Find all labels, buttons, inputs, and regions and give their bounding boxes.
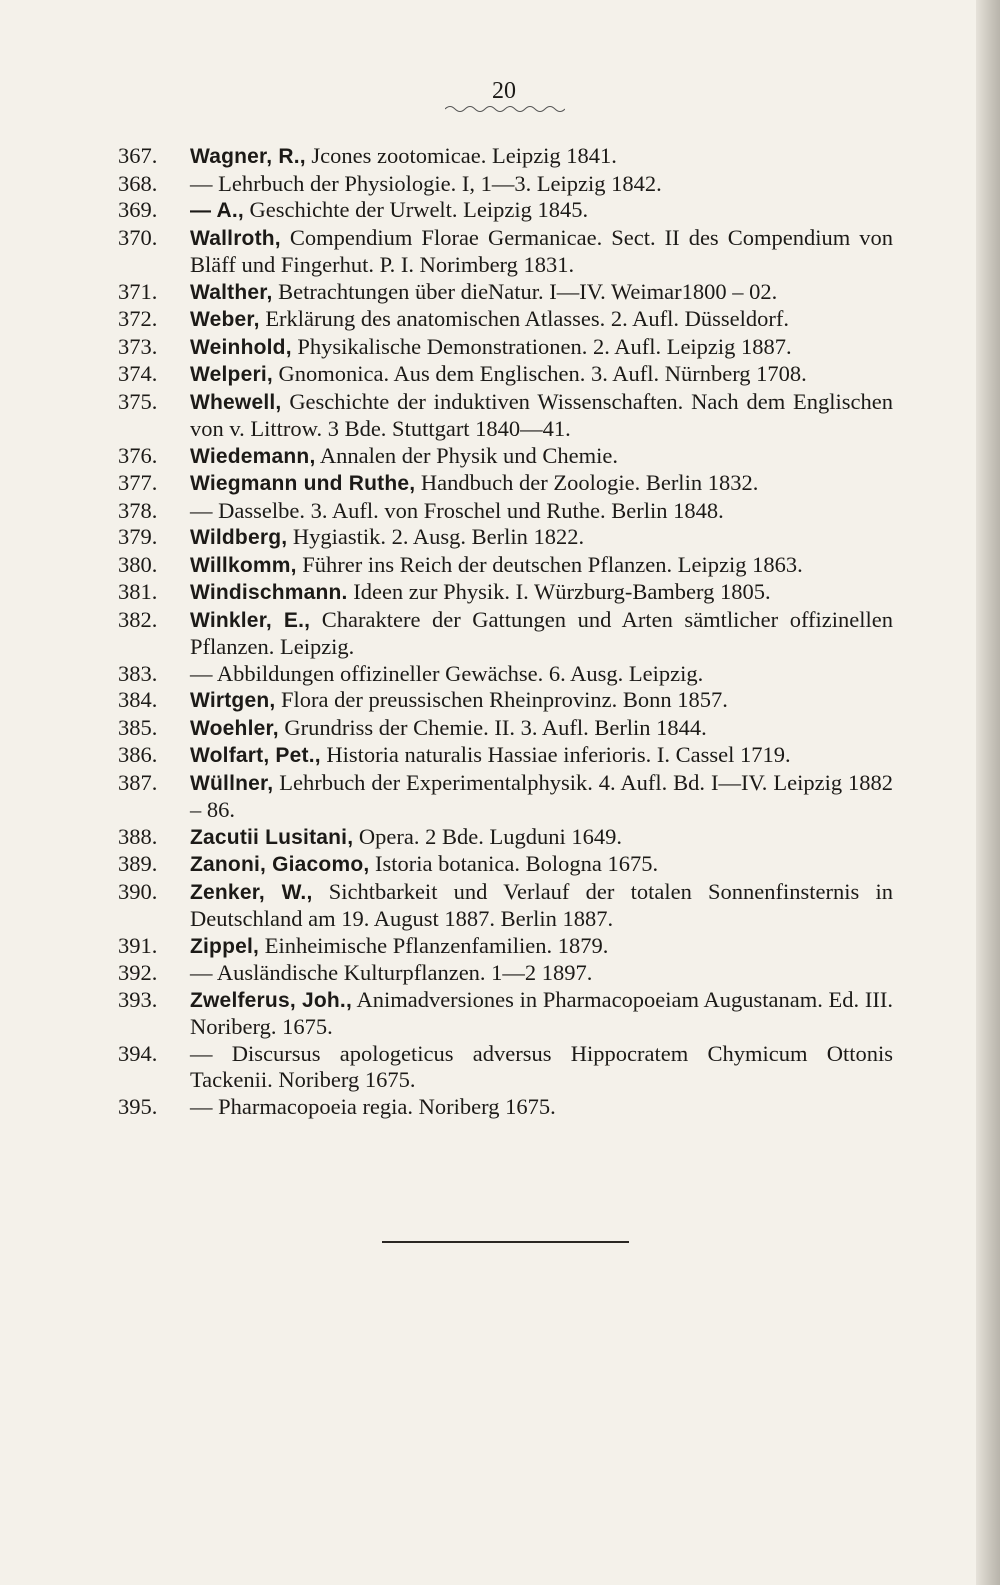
entry-author: Wallroth, <box>190 226 281 250</box>
bibliography-entry <box>118 715 893 743</box>
entry-text: — Lehrbuch der Physiologie. I, 1—3. Leipzig 1842. <box>190 170 662 196</box>
entry-text: Compendium Florae Germanicae. Sect. II des Compendium von Bläff und Fingerhut. P. I. Norimberg 1831. <box>190 224 894 277</box>
entry-number: 372. <box>118 306 158 331</box>
bibliography-entry <box>118 824 893 852</box>
bibliography-entry <box>118 443 893 471</box>
entry-number: 395. <box>118 1093 158 1119</box>
entry-number: 379. <box>118 524 158 549</box>
entry-number: 381. <box>118 579 158 604</box>
entry-body <box>190 607 893 661</box>
bibliography-entry <box>118 389 893 443</box>
entry-number: 384. <box>118 687 158 712</box>
entry-body <box>190 579 893 607</box>
entry-number: 368. <box>118 170 158 196</box>
bibliography-entry <box>118 334 893 362</box>
bibliography-entry <box>118 361 893 389</box>
entry-text: Annalen der Physik und Chemie. <box>319 442 618 468</box>
entry-body <box>190 960 893 987</box>
entry-number: 377. <box>118 470 158 495</box>
entry-body <box>190 361 893 389</box>
entry-number: 383. <box>118 660 158 686</box>
entry-author: Wiegmann und Ruthe, <box>190 472 416 495</box>
entry-body <box>190 661 893 688</box>
entry-text: Lehrbuch der Experimentalphysik. 4. Aufl. Bd. I—IV. Leipzig 1882 – 86. <box>190 769 893 822</box>
bibliography-entry <box>118 552 893 580</box>
entry-body <box>190 197 893 225</box>
entry-text: Führer ins Reich der deutschen Pflanzen. Leipzig 1863. <box>302 551 803 577</box>
entry-number: 375. <box>118 388 158 414</box>
bibliography-entry <box>118 851 893 879</box>
bibliography-entry <box>118 960 893 987</box>
bibliography-entry <box>118 770 893 824</box>
entry-author: Zanoni, Giacomo, <box>190 853 370 876</box>
entry-text: — Dasselbe. 3. Aufl. von Froschel und Ruthe. Berlin 1848. <box>190 497 724 523</box>
bibliography-entry <box>118 1094 893 1121</box>
entry-body <box>190 933 893 961</box>
entry-number: 378. <box>118 497 158 523</box>
entry-body <box>190 851 893 879</box>
entry-author: Wagner, R., <box>190 145 306 168</box>
bibliography-entry <box>118 524 893 552</box>
entry-body <box>190 171 893 198</box>
entry-text: Sichtbarkeit und Verlauf der totalen Sonnenfinsternis in Deutschland am 19. August 1887. Berlin 1887. <box>190 878 893 931</box>
bibliography-entry <box>118 225 893 279</box>
entry-author: Windischmann. <box>190 581 348 604</box>
entry-author: Weber, <box>190 308 260 331</box>
entry-text: Hygiastik. 2. Ausg. Berlin 1822. <box>292 524 585 549</box>
entry-body <box>190 742 893 770</box>
entry-text: Grundriss der Chemie. II. 3. Aufl. Berlin 1844. <box>284 714 707 740</box>
section-end-rule <box>382 1241 629 1243</box>
bibliography-entry <box>118 987 893 1041</box>
entry-text: Ideen zur Physik. I. Würzburg-Bamberg 1805. <box>353 579 771 604</box>
entry-text: Jcones zootomicae. Leipzig 1841. <box>311 143 617 168</box>
bibliography-entry <box>118 879 893 933</box>
entry-number: 376. <box>118 442 158 468</box>
entry-body <box>190 143 893 171</box>
entry-text: Gnomonica. Aus dem Englischen. 3. Aufl. Nürnberg 1708. <box>278 361 807 386</box>
entry-body <box>190 687 893 715</box>
entry-number: 385. <box>118 714 158 740</box>
entry-body <box>190 443 893 471</box>
bibliography-entry <box>118 171 893 198</box>
entry-number: 382. <box>118 606 158 632</box>
entry-body <box>190 524 893 552</box>
entry-number: 369. <box>118 197 158 222</box>
bibliography-entry <box>118 607 893 661</box>
entry-body <box>190 279 893 307</box>
bibliography-entry <box>118 197 893 225</box>
entry-author: Wirtgen, <box>190 689 276 712</box>
entry-number: 380. <box>118 551 158 577</box>
entry-author: Woehler, <box>190 716 279 740</box>
entry-author: Wildberg, <box>190 526 288 549</box>
entry-text: Historia naturalis Hassiae inferioris. I. Cassel 1719. <box>326 742 791 767</box>
entry-body <box>190 715 893 743</box>
entry-text: Charaktere der Gattungen und Arten sämtlicher offizinellen Pflanzen. Leipzig. <box>190 606 894 659</box>
entry-text: Flora der preussischen Rheinprovinz. Bonn 1857. <box>281 687 728 712</box>
entry-text: Opera. 2 Bde. Lugduni 1649. <box>358 823 622 849</box>
entry-author: Willkomm, <box>190 553 297 577</box>
entry-body <box>190 824 893 852</box>
entry-text: Handbuch der Zoologie. Berlin 1832. <box>420 470 759 495</box>
entry-number: 391. <box>118 932 158 958</box>
entry-number: 392. <box>118 960 158 985</box>
entry-body <box>190 1094 893 1121</box>
entry-author: Zwelferus, Joh., <box>190 988 352 1012</box>
bibliography-entry <box>118 279 893 307</box>
entry-text: — Pharmacopoeia regia. Noriberg 1675. <box>190 1093 556 1119</box>
entry-author: Whewell, <box>190 390 282 414</box>
entry-body <box>190 470 893 498</box>
entry-number: 389. <box>118 851 158 876</box>
page-number: 20 <box>492 78 516 104</box>
bibliography-list <box>118 143 893 1120</box>
entry-number: 373. <box>118 333 158 359</box>
entry-body <box>190 334 893 362</box>
entry-text: Erklärung des anatomischen Atlasses. 2. Aufl. Düsseldorf. <box>265 306 789 331</box>
entry-number: 374. <box>118 361 158 386</box>
entry-number: 371. <box>118 278 158 304</box>
entry-number: 367. <box>118 143 158 168</box>
entry-body <box>190 987 893 1041</box>
entry-number: 386. <box>118 742 158 767</box>
entry-author: Zenker, W., <box>190 880 313 904</box>
entry-author: Wüllner, <box>190 771 274 795</box>
bibliography-entry <box>118 687 893 715</box>
entry-author: Winkler, E., <box>190 608 311 632</box>
wavy-ornament <box>445 104 565 114</box>
bibliography-entry <box>118 306 893 334</box>
entry-number: 388. <box>118 823 158 849</box>
page-edge-shadow <box>976 0 1000 1585</box>
bibliography-entry <box>118 470 893 498</box>
entry-body <box>190 552 893 580</box>
entry-text: — Abbildungen offizineller Gewächse. 6. Ausg. Leipzig. <box>190 660 704 686</box>
entry-author: Zacutii Lusitani, <box>190 825 354 849</box>
entry-author: Wolfart, Pet., <box>190 744 321 767</box>
entry-body <box>190 306 893 334</box>
entry-text: Betrachtungen über dieNatur. I—IV. Weimar1800 – 02. <box>278 278 778 304</box>
entry-text: Geschichte der induktiven Wissenschaften. Nach dem Englischen von v. Littrow. 3 Bde. Stuttgart 1840—41. <box>190 388 894 441</box>
entry-body <box>190 879 893 933</box>
bibliography-entry <box>118 143 893 171</box>
entry-author: Welperi, <box>190 363 273 386</box>
entry-text: Istoria botanica. Bologna 1675. <box>375 851 659 876</box>
entry-text: Einheimische Pflanzenfamilien. 1879. <box>264 932 609 958</box>
entry-number: 390. <box>118 878 158 904</box>
bibliography-entry <box>118 933 893 961</box>
entry-text: — Discursus apologeticus adversus Hippocratem Chymicum Ottonis Tackenii. Noriberg 1675. <box>190 1040 893 1092</box>
entry-number: 394. <box>118 1040 158 1066</box>
entry-text: Animadversiones in Pharmacopoeiam Augustanam. Ed. III. Noriberg. 1675. <box>190 986 893 1039</box>
entry-author: Wiedemann, <box>190 444 316 468</box>
entry-body <box>190 770 893 824</box>
entry-author: Walther, <box>190 280 273 304</box>
bibliography-entry <box>118 498 893 525</box>
bibliography-entry <box>118 742 893 770</box>
entry-body <box>190 389 893 443</box>
entry-number: 393. <box>118 986 158 1012</box>
entry-body <box>190 498 893 525</box>
bibliography-entry <box>118 579 893 607</box>
entry-text: — Ausländische Kulturpflanzen. 1—2 1897. <box>190 960 593 985</box>
bibliography-entry <box>118 661 893 688</box>
entry-text: Geschichte der Urwelt. Leipzig 1845. <box>249 197 589 222</box>
entry-number: 387. <box>118 769 158 795</box>
entry-author: — A., <box>190 199 244 222</box>
entry-text: Physikalische Demonstrationen. 2. Aufl. Leipzig 1887. <box>297 333 792 359</box>
entry-number: 370. <box>118 224 158 250</box>
entry-author: Zippel, <box>190 934 260 958</box>
entry-author: Weinhold, <box>190 335 292 359</box>
bibliography-entry <box>118 1041 893 1094</box>
entry-body <box>190 1041 893 1094</box>
entry-body <box>190 225 893 279</box>
